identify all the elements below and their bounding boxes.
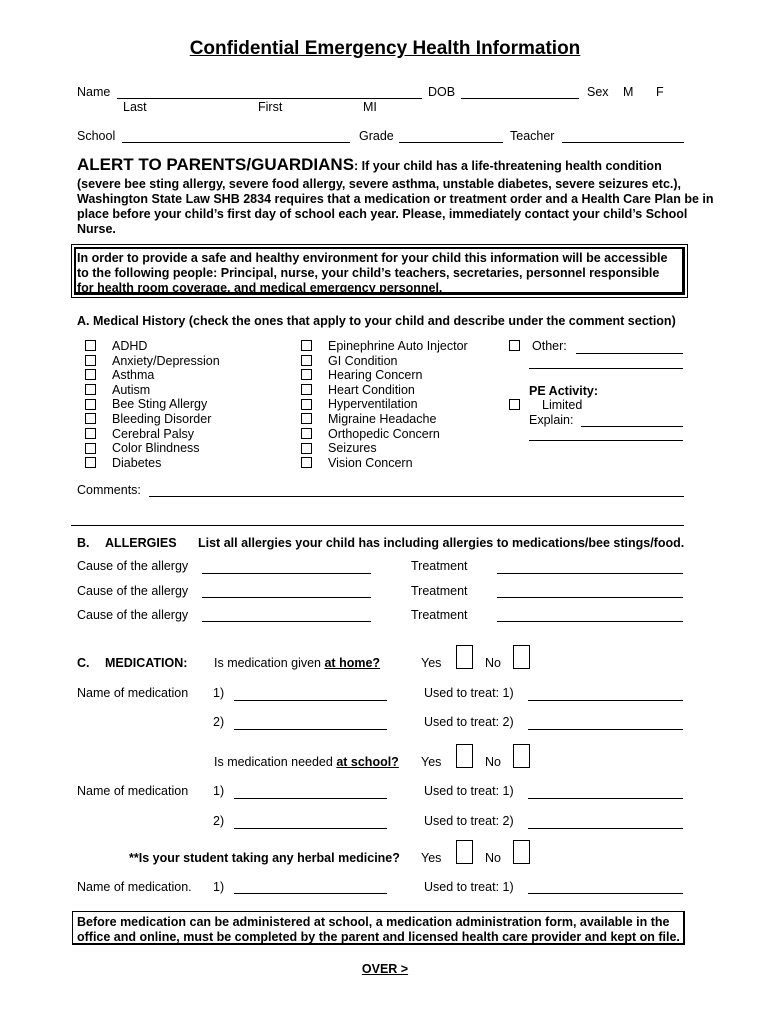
medication-name-label: Name of medication. — [77, 880, 192, 894]
teacher-field[interactable] — [562, 142, 684, 143]
checkbox-orthopedic[interactable] — [301, 428, 312, 439]
allergy-treatment-label: Treatment — [411, 559, 468, 573]
condition-label: Heart Condition — [328, 382, 415, 397]
condition-label: Migraine Headache — [328, 411, 437, 426]
school-field[interactable] — [122, 142, 350, 143]
allergy-treatment-label: Treatment — [411, 608, 468, 622]
checkbox-epinephrine[interactable] — [301, 340, 312, 351]
condition-label: ADHD — [112, 339, 148, 353]
school-no-box[interactable] — [513, 744, 530, 768]
comments-field-1[interactable] — [149, 496, 684, 497]
allergy-treatment-field-3[interactable] — [497, 621, 683, 622]
alert-line-3: Washington State Law SHB 2834 requires that a medication or treatment order and a Health Care Plan be in — [77, 192, 714, 206]
medication-number: 1) — [213, 880, 225, 894]
other-field-1[interactable] — [576, 353, 683, 354]
question-text: Is medication needed — [214, 755, 337, 769]
medication-number: 1) — [213, 784, 225, 798]
school-treat-field-1[interactable] — [528, 798, 683, 799]
over-link[interactable]: OVER > — [361, 962, 409, 976]
comments-label: Comments: — [77, 483, 141, 497]
medication-name-label: Name of medication — [77, 784, 189, 798]
allergy-treatment-label: Treatment — [411, 584, 468, 598]
home-no-box[interactable] — [513, 645, 530, 669]
condition-label: Hyperventilation — [328, 397, 418, 412]
allergy-cause-field-2[interactable] — [202, 597, 371, 598]
condition-label: Cerebral Palsy — [112, 426, 194, 441]
home-treat-field-2[interactable] — [528, 729, 683, 730]
alert-line-1 — [77, 155, 662, 175]
home-med-field-1[interactable] — [234, 700, 387, 701]
question-med-at-home — [214, 656, 380, 670]
checkbox-bee-sting-allergy[interactable] — [85, 399, 96, 410]
allergy-treatment-field-2[interactable] — [497, 597, 683, 598]
notice-line-1: In order to provide a safe and healthy environment for your child this information will be accessible — [77, 251, 668, 265]
checkbox-diabetes[interactable] — [85, 457, 96, 468]
question-herbal-medicine: **Is your student taking any herbal medicine? — [129, 851, 400, 865]
checkbox-vision[interactable] — [301, 457, 312, 468]
question-emphasis: at school? — [336, 755, 399, 769]
name-label: Name — [77, 85, 111, 99]
first-name-caption: First — [258, 100, 283, 114]
home-yes-box[interactable] — [456, 645, 473, 669]
checkbox-cerebral-palsy[interactable] — [85, 428, 96, 439]
condition-label: Vision Concern — [328, 455, 413, 470]
allergies-heading: ALLERGIES — [105, 536, 177, 550]
medication-heading: MEDICATION: — [105, 656, 188, 670]
notice-line-2: to the following people: Principal, nurse, your child’s teachers, secretaries, personnel responsible — [77, 266, 660, 280]
herbal-no-box[interactable] — [513, 840, 530, 864]
no-label: No — [485, 755, 501, 769]
medication-letter: C. — [77, 656, 90, 670]
checkbox-autism[interactable] — [85, 384, 96, 395]
allergy-cause-label: Cause of the allergy — [77, 608, 189, 622]
question-emphasis: at home? — [324, 656, 381, 670]
allergy-cause-field-1[interactable] — [202, 573, 371, 574]
alert-lead: : If your child has a life-threatening health condition — [354, 159, 662, 173]
pe-limited-label: Limited — [542, 398, 583, 412]
dob-label: DOB — [428, 85, 456, 99]
allergies-instruction: List all allergies your child has including allergies to medications/bee stings/food. — [198, 536, 685, 550]
school-med-field-2[interactable] — [234, 828, 387, 829]
checkbox-heart-condition[interactable] — [301, 384, 312, 395]
condition-label: Bee Sting Allergy — [112, 397, 208, 412]
used-to-treat-label: Used to treat: 1) — [424, 686, 514, 700]
alert-line-4: place before your child’s first day of school each year. Please, immediately contact your child’s School — [77, 207, 688, 221]
condition-label: Color Blindness — [112, 441, 200, 456]
used-to-treat-label: Used to treat: 1) — [424, 784, 514, 798]
used-to-treat-label: Used to treat: 2) — [424, 715, 514, 729]
condition-label: Diabetes — [112, 455, 162, 470]
comments-field-2[interactable] — [71, 525, 684, 526]
sex-label: Sex — [587, 85, 609, 99]
allergies-letter: B. — [77, 536, 90, 550]
checkbox-other[interactable] — [509, 340, 520, 351]
medication-number: 1) — [213, 686, 225, 700]
medication-name-label: Name of medication — [77, 686, 189, 700]
medication-number: 2) — [213, 814, 225, 828]
sex-m-option[interactable]: M — [623, 85, 634, 99]
school-med-field-1[interactable] — [234, 798, 387, 799]
school-treat-field-2[interactable] — [528, 828, 683, 829]
alert-heading: ALERT TO PARENTS/GUARDIANS — [77, 155, 355, 174]
condition-label: Orthopedic Concern — [328, 426, 440, 441]
condition-label: Seizures — [328, 441, 377, 456]
used-to-treat-label: Used to treat: 1) — [424, 880, 514, 894]
checkbox-hearing-concern[interactable] — [301, 369, 312, 380]
grade-label: Grade — [359, 129, 394, 143]
checkbox-seizures[interactable] — [301, 443, 312, 454]
yes-label: Yes — [421, 656, 442, 670]
checkbox-gi-condition[interactable] — [301, 355, 312, 366]
checkbox-migraine[interactable] — [301, 413, 312, 424]
no-label: No — [485, 851, 501, 865]
alert-line-5: Nurse. — [77, 222, 116, 236]
pe-explain-label: Explain: — [529, 413, 574, 427]
other-field-2[interactable] — [529, 368, 683, 369]
policy-line-2: office and online, must be completed by the parent and licensed health care provider and kept on file. — [77, 930, 680, 944]
checkbox-anxiety-depression[interactable] — [85, 355, 96, 366]
alert-line-2: (severe bee sting allergy, severe food allergy, severe asthma, unstable diabetes, severe seizures etc.), — [77, 177, 681, 191]
name-field[interactable] — [117, 98, 422, 99]
allergy-cause-field-3[interactable] — [202, 621, 371, 622]
no-label: No — [485, 656, 501, 670]
pe-explain-field-2[interactable] — [529, 440, 683, 441]
checkbox-color-blindness[interactable] — [85, 443, 96, 454]
medical-history-heading: A. Medical History (check the ones that apply to your child and describe under the comment section) — [77, 314, 676, 328]
condition-label: GI Condition — [328, 353, 398, 368]
checkbox-asthma[interactable] — [85, 369, 96, 380]
teacher-label: Teacher — [510, 129, 555, 143]
home-treat-field-1[interactable] — [528, 700, 683, 701]
medication-number: 2) — [213, 715, 225, 729]
yes-label: Yes — [421, 851, 442, 865]
pe-activity-heading: PE Activity: — [529, 384, 599, 398]
allergy-cause-label: Cause of the allergy — [77, 559, 189, 573]
allergy-treatment-field-1[interactable] — [497, 573, 683, 574]
pe-explain-field-1[interactable] — [581, 426, 683, 427]
allergy-cause-label: Cause of the allergy — [77, 584, 189, 598]
checkbox-bleeding-disorder[interactable] — [85, 413, 96, 424]
yes-label: Yes — [421, 755, 442, 769]
herbal-treat-field-1[interactable] — [528, 893, 683, 894]
condition-label: Asthma — [112, 368, 155, 383]
checkbox-pe-limited[interactable] — [509, 399, 520, 410]
condition-label: Epinephrine Auto Injector — [328, 339, 468, 353]
page-title: Confidential Emergency Health Information — [189, 38, 581, 59]
herbal-yes-box[interactable] — [456, 840, 473, 864]
question-text: Is medication given — [214, 656, 325, 670]
condition-label: Bleeding Disorder — [112, 411, 212, 426]
checkbox-hyperventilation[interactable] — [301, 399, 312, 410]
mi-caption: MI — [363, 100, 377, 114]
condition-label: Anxiety/Depression — [112, 353, 220, 368]
dob-field[interactable] — [461, 98, 579, 99]
question-med-at-school — [214, 755, 399, 769]
herbal-med-field-1[interactable] — [234, 893, 387, 894]
condition-list-col2 — [328, 339, 468, 470]
grade-field[interactable] — [399, 142, 503, 143]
notice-line-3: for health room coverage, and medical emergency personnel. — [77, 281, 443, 295]
school-yes-box[interactable] — [456, 744, 473, 768]
school-label: School — [77, 129, 116, 143]
sex-f-option[interactable]: F — [656, 85, 664, 99]
home-med-field-2[interactable] — [234, 729, 387, 730]
condition-label: Hearing Concern — [328, 368, 423, 383]
other-label: Other: — [532, 339, 567, 353]
policy-line-1: Before medication can be administered at school, a medication administration form, available in the — [77, 915, 670, 929]
checkbox-adhd[interactable] — [85, 340, 96, 351]
condition-label: Autism — [112, 382, 151, 397]
condition-list-col1 — [112, 339, 220, 470]
used-to-treat-label: Used to treat: 2) — [424, 814, 514, 828]
last-name-caption: Last — [123, 100, 147, 114]
